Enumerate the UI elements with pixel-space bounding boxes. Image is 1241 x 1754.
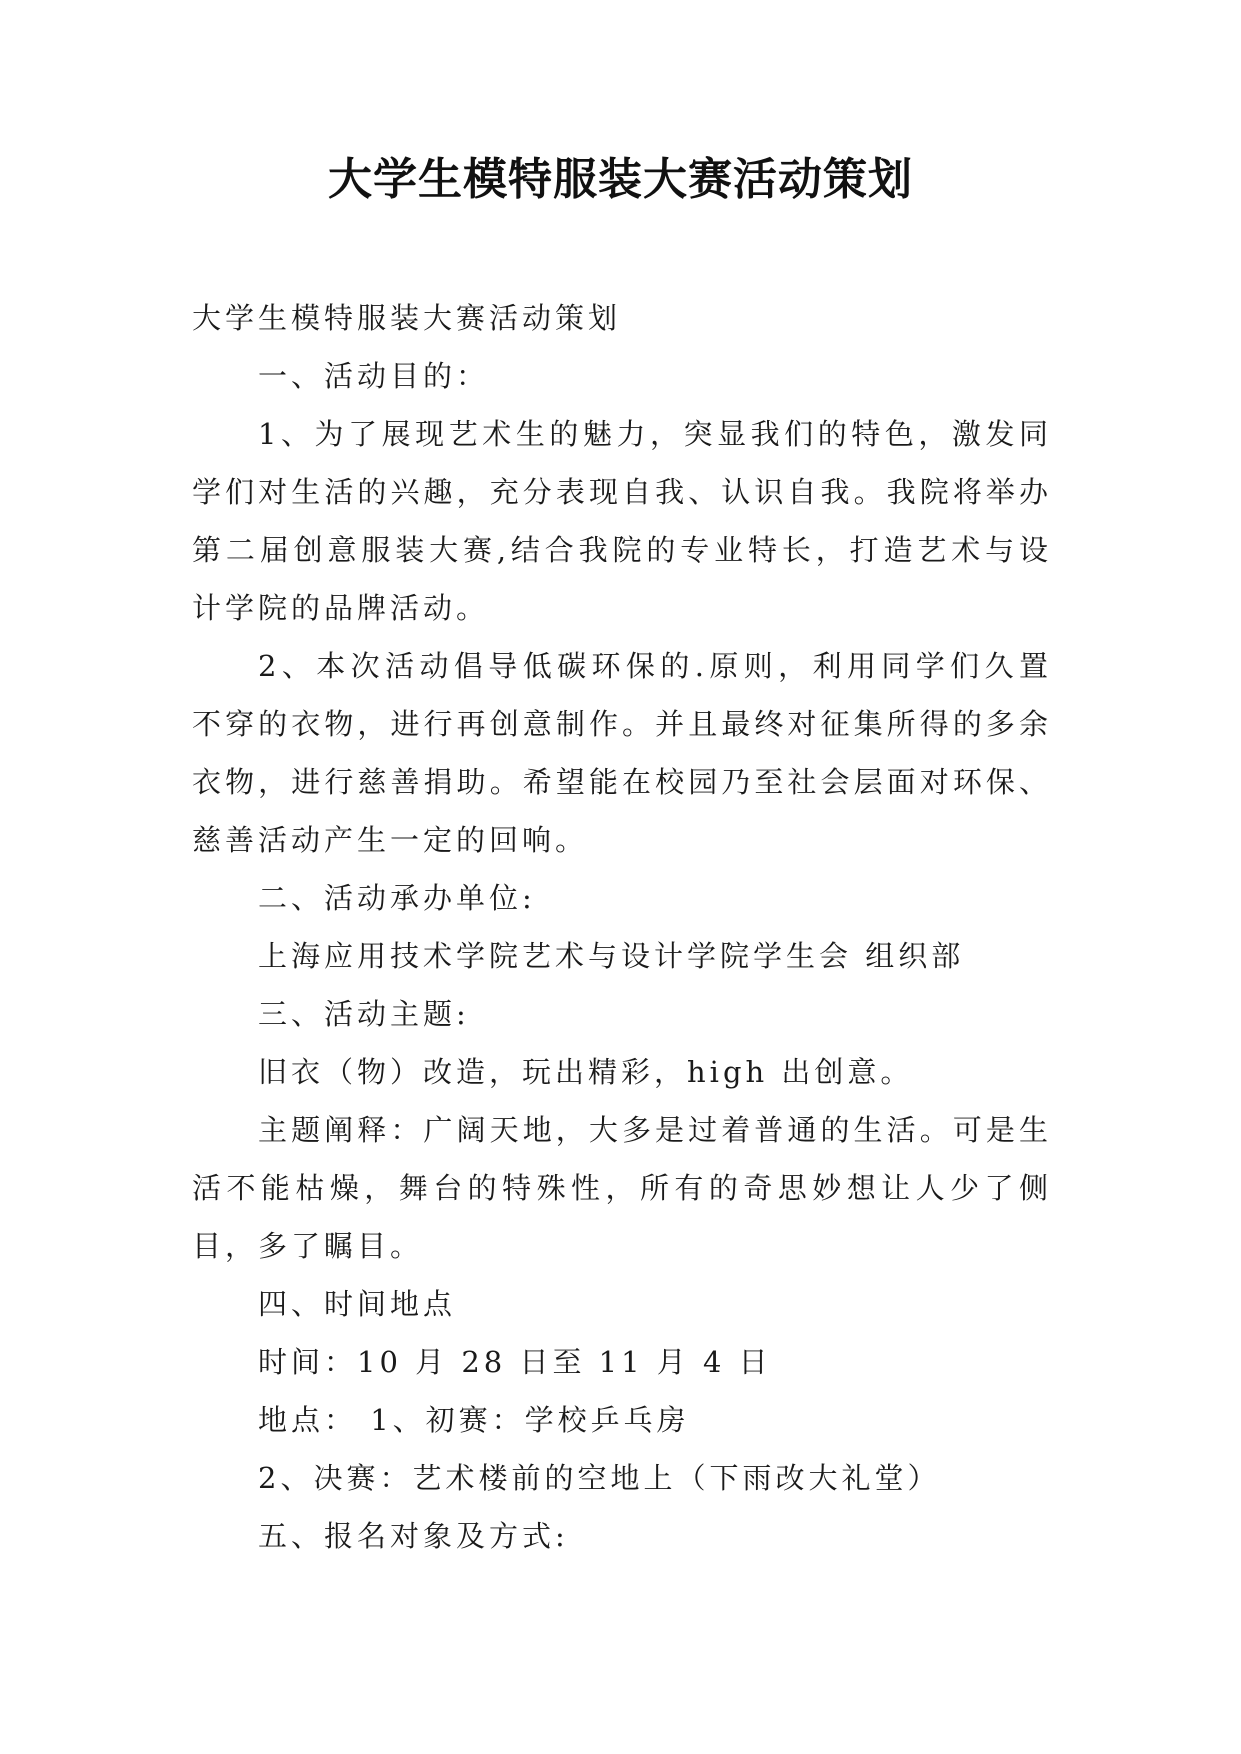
section-heading-theme: 三、活动主题: [258,997,470,1031]
purpose-paragraph-2: 2、本次活动倡导低碳环保的.原则，利用同学们久置不穿的衣物，进行再创意制作。并且最终对征集所得的多余衣物，进行慈善捐助。希望能在校园乃至社会层面对环保、慈善活动产生一定的回响。 [192,649,1052,857]
section-heading-registration: 五、报名对象及方式: [258,1519,569,1553]
place-paragraph-1: 地点： 1、初赛：学校乒乓房 [258,1403,690,1437]
place-paragraph-2: 2、决赛：艺术楼前的空地上（下雨改大礼堂） [258,1461,941,1495]
organizer-paragraph: 上海应用技术学院艺术与设计学院学生会 组织部 [258,939,965,973]
section-heading-time-place: 四、时间地点 [258,1287,457,1321]
purpose-paragraph-1: 1、为了展现艺术生的魅力，突显我们的特色，激发同学们对生活的兴趣，充分表现自我、认识自我。我院将举办第二届创意服装大赛,结合我院的专业特长，打造艺术与设计学院的品牌活动。 [192,417,1052,625]
time-paragraph: 时间：10 月 28 日至 11 月 4 日 [258,1345,772,1379]
section-heading-purpose: 一、活动目的： [258,359,490,393]
document-title: 大学生模特服装大赛活动策划 [328,154,913,205]
body-heading: 大学生模特服装大赛活动策划 [192,301,622,335]
theme-explanation-paragraph: 主题阐释：广阔天地，大多是过着普通的生活。可是生活不能枯燥，舞台的特殊性，所有的奇思妙想让人少了侧目，多了瞩目。 [192,1113,1052,1263]
theme-paragraph: 旧衣（物）改造，玩出精彩，high 出创意。 [258,1055,914,1089]
document-body [192,289,1052,1565]
section-heading-organizer: 二、活动承办单位: [258,881,536,915]
